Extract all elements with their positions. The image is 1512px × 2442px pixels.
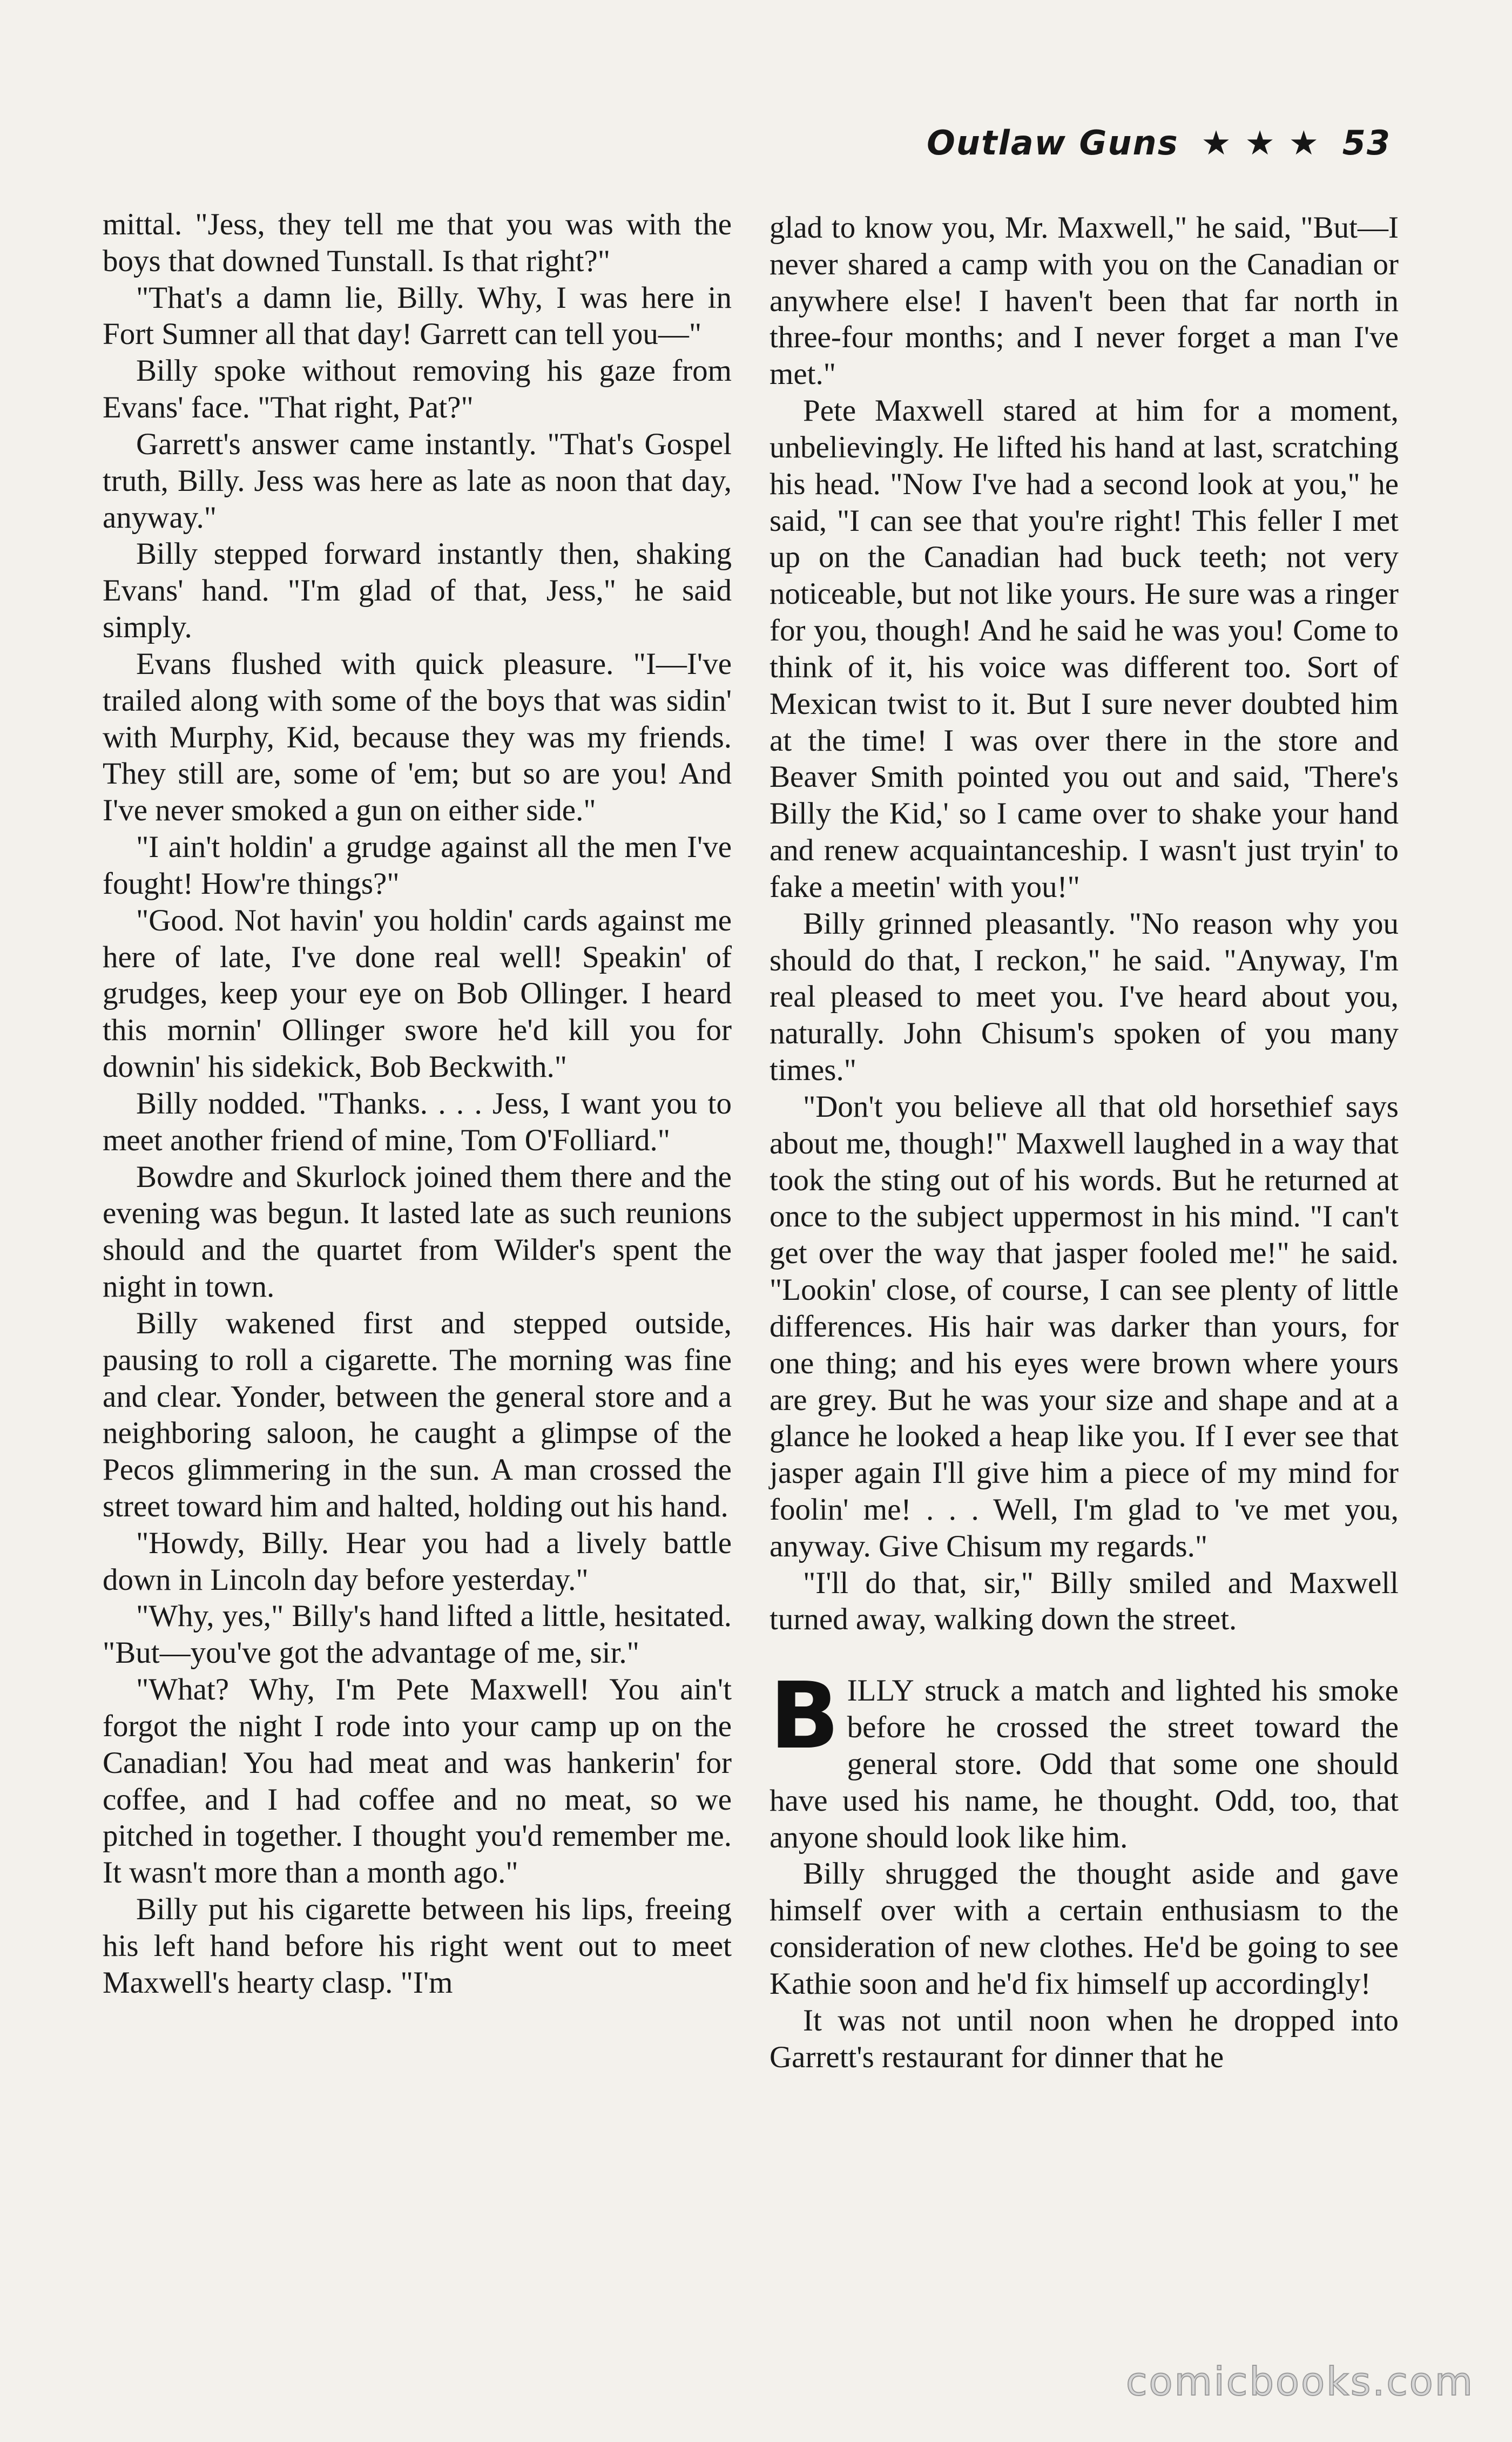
paragraph: glad to know you, Mr. Maxwell," he said, "But—I never shared a camp with you on the Canadian or anywhere else! I haven't been that far north in three-four months; and I never forget a man I've met." — [770, 211, 1399, 392]
paragraph: Billy nodded. "Thanks. . . . Jess, I want you to meet another friend of mine, Tom O'Folliard." — [103, 1086, 732, 1157]
paragraph: mittal. "Jess, they tell me that you was with the boys that downed Tunstall. Is that right?" — [103, 207, 732, 278]
first-paragraph-text: struck a match and lighted his smoke before he crossed the street toward the general store. Odd that some one should have used his name, he thought. Odd, too, that anyone should look like him. — [770, 1674, 1399, 1854]
paragraph: "Howdy, Billy. Hear you had a lively battle down in Lincoln day before yesterday." — [103, 1526, 732, 1597]
paragraph: Bowdre and Skurlock joined them there and the evening was begun. It lasted late as such reunions should and the quartet from Wilder's spent the night in town. — [103, 1159, 732, 1304]
paragraph: "Don't you believe all that old horsethief says about me, though!" Maxwell laughed in a way that took the sting out of his words. But he returned at once to the subject uppermost in his mind. "I can't get over the way that jasper fooled me!" he said. "Lookin' close, of course, I can see plenty of little differences. His hair was darker than yours, for one thing; and his eyes were brown where yours are grey. But he was your size and shape and at a glance he looked a heap like you. If I ever see that jasper again I'll give him a piece of my mind for foolin' me! . . . Well, I'm glad to 've met you, anyway. Give Chisum my regards." — [770, 1089, 1399, 1563]
paragraph: Billy shrugged the thought aside and gave himself over with a certain enthusiasm to the consideration of new clothes. He'd be going to see Kathie soon and he'd fix himself up accordingly! — [770, 1857, 1399, 2001]
paragraph: "I ain't holdin' a grudge against all the men I've fought! How're things?" — [103, 830, 732, 901]
paragraph: It was not until noon when he dropped into Garrett's restaurant for dinner that he — [770, 2003, 1399, 2074]
star-icons: ★ ★ ★ — [1201, 123, 1320, 163]
paragraph: Pete Maxwell stared at him for a moment, unbelievingly. He lifted his hand at last, scratching his head. "Now I've had a second look at you," he said, "I can see that you're right! This feller I met up on the Canadian had buck teeth; not very noticeable, but not like yours. He sure was a ringer for you, though! And he said he was you! Come to think of it, his voice was different too. Sort of Mexican twist to it. But I sure never doubted him at the time! I was over there in the store and Beaver Smith pointed you out and said, 'There's Billy the Kid,' so I came over to shake your hand and renew acquaintanceship. I wasn't just tryin' to fake a meetin' with you!" — [770, 394, 1399, 904]
running-header — [927, 123, 1391, 163]
right-column — [770, 210, 1399, 2075]
paragraph: Billy wakened first and stepped outside, pausing to roll a cigarette. The morning was fine and clear. Yonder, between the general store and a neighboring saloon, he caught a glimpse of the Pecos glimmering in the sun. A man crossed the street toward him and halted, holding out his hand. — [103, 1306, 732, 1523]
paragraph: Evans flushed with quick pleasure. "I—I've trailed along with some of the boys that was sidin' with Murphy, Kid, because they was my friends. They still are, some of 'em; but so are you! And I've never smoked a gun on either side." — [103, 646, 732, 828]
section-first-paragraph — [770, 1663, 1399, 1856]
paragraph: Billy stepped forward instantly then, shaking Evans' hand. "I'm glad of that, Jess," he said simply. — [103, 537, 732, 645]
header-title: Outlaw Guns — [927, 123, 1179, 163]
paragraph: Billy put his cigarette between his lips, freeing his left hand before his right went out to meet Maxwell's hearty clasp. "I'm — [103, 1892, 732, 2000]
right-column-paragraphs — [770, 210, 1399, 1638]
paragraph: "I'll do that, sir," Billy smiled and Maxwell turned away, walking down the street. — [770, 1566, 1399, 1637]
drop-cap: B — [770, 1663, 840, 1770]
lead-small-caps: ILLY — [847, 1674, 914, 1708]
section-paragraphs — [770, 1856, 1399, 2075]
watermark: comicbooks.com — [1125, 2359, 1474, 2404]
paragraph: Garrett's answer came instantly. "That's Gospel truth, Billy. Jess was here as late as noon that day, anyway." — [103, 427, 732, 535]
paragraph: Billy spoke without removing his gaze from Evans' face. "That right, Pat?" — [103, 354, 732, 425]
paragraph: "That's a damn lie, Billy. Why, I was here in Fort Sumner all that day! Garrett can tell you—" — [103, 280, 732, 352]
left-column — [103, 206, 732, 2001]
paragraph: Billy grinned pleasantly. "No reason why you should do that, I reckon," he said. "Anyway, I'm real pleased to meet you. I've heard about you, naturally. John Chisum's spoken of you many times." — [770, 906, 1399, 1088]
paragraph: "Good. Not havin' you holdin' cards against me here of late, I've done real well! Speakin' of grudges, keep your eye on Bob Ollinger. I heard this mornin' Ollinger swore he'd kill you for downin' his sidekick, Bob Beckwith." — [103, 903, 732, 1084]
page-number: 53 — [1342, 123, 1391, 163]
paragraph: "What? Why, I'm Pete Maxwell! You ain't forgot the night I rode into your camp up on the Canadian! You had meat and was hankerin' for coffee, and I had coffee and no meat, so we pitched in together. I thought you'd remember me. It wasn't more than a month ago." — [103, 1672, 732, 1890]
paragraph: "Why, yes," Billy's hand lifted a little, hesitated. "But—you've got the advantage of me, sir." — [103, 1599, 732, 1670]
